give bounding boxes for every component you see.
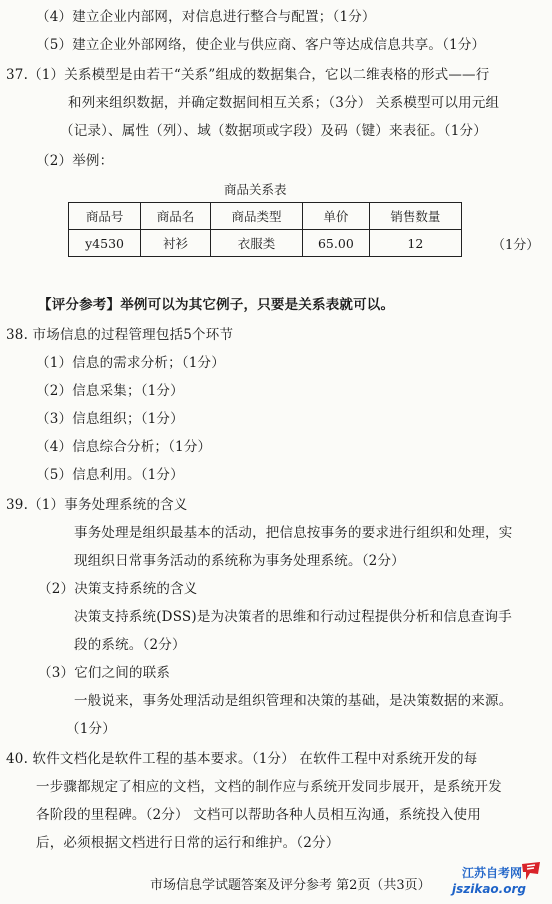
q39-part3-line2: （1分） <box>66 721 116 737</box>
q38-item-5: （5）信息利用。（1分） <box>36 467 184 483</box>
cell-unit-price: 65.00 <box>303 230 370 257</box>
q39-part3-heading: （3）它们之间的联系 <box>38 665 171 681</box>
header-product-name: 商品名 <box>141 203 211 230</box>
q39-part1-line1: 事务处理是组织最基本的活动，把信息按事务的要求进行组织和处理，实 <box>74 525 513 541</box>
q37-part1-line3: （记录）、属性（列）、域（数据项或字段）及码（键）来表征。（1分） <box>60 123 487 139</box>
q39-part1-line2: 现组织日常事务活动的系统称为事务处理系统。（2分） <box>74 553 405 569</box>
q40-line2: 一步骤都规定了相应的文档，文档的制作应与系统开发同步展开，是系统开发 <box>36 779 502 795</box>
q39-part2-line1: 决策支持系统(DSS)是为决策者的思维和行动过程提供分析和信息查询手 <box>74 609 512 625</box>
q36-item-5: （5）建立企业外部网络，使企业与供应商、客户等达成信息共享。（1分） <box>36 37 486 53</box>
q37-part2-heading: （2）举例： <box>36 153 114 169</box>
q40-line3: 各阶段的里程碑。（2分） 文档可以帮助各种人员相互沟通，系统投入使用 <box>36 807 481 823</box>
q38-item-1: （1）信息的需求分析；（1分） <box>36 355 225 371</box>
q39-part2-line2: 段的系统。（2分） <box>74 637 186 653</box>
header-product-id: 商品号 <box>69 203 141 230</box>
watermark-site-name: 江苏自考网 <box>462 866 523 880</box>
watermark-url: jszikao.org <box>452 882 526 896</box>
header-product-type: 商品类型 <box>210 203 302 230</box>
scoring-note: 【评分参考】举例可以为其它例子，只要是关系表就可以。 <box>38 297 395 313</box>
table-caption: 商品关系表 <box>224 182 287 197</box>
q37-part1-line2: 和列来组织数据，并确定数据间相互关系；（3分） 关系模型可以用元组 <box>68 95 500 111</box>
header-sales-qty: 销售数量 <box>369 203 461 230</box>
table-header-row <box>69 203 462 230</box>
q38-item-4: （4）信息综合分析；（1分） <box>36 439 212 455</box>
q38-item-3: （3）信息组织；（1分） <box>36 411 184 427</box>
page-footer: 市场信息学试题答案及评分参考 第2页（共3页） <box>150 878 431 893</box>
q36-item-4: （4）建立企业内部网，对信息进行整合与配置；（1分） <box>36 9 376 25</box>
q37-part1-line1: 37.（1）关系模型是由若干“关系”组成的数据集合，它以二维表格的形式——行 <box>6 67 490 83</box>
product-relation-table <box>68 202 462 257</box>
q38-item-2: （2）信息采集；（1分） <box>36 383 184 399</box>
cell-product-type: 衣服类 <box>210 230 302 257</box>
cell-sales-qty: 12 <box>369 230 461 257</box>
site-watermark <box>438 862 550 902</box>
q40-line1: 40. 软件文档化是软件工程的基本要求。（1分） 在软件工程中对系统开发的每 <box>6 751 478 767</box>
table-row <box>69 230 462 257</box>
header-unit-price: 单价 <box>303 203 370 230</box>
q40-line4: 后，必须根据文档进行日常的运行和维护。（2分） <box>36 835 340 851</box>
q39-part2-heading: （2）决策支持系统的含义 <box>38 581 198 597</box>
cell-product-name: 衬衫 <box>141 230 211 257</box>
q39-part3-line1: 一般说来，事务处理活动是组织管理和决策的基础，是决策数据的来源。 <box>74 693 513 709</box>
watermark-logo-icon <box>520 860 544 882</box>
cell-product-id: y4530 <box>69 230 141 257</box>
q38-heading: 38. 市场信息的过程管理包括5个环节 <box>6 327 234 343</box>
q39-part1-heading: 39.（1）事务处理系统的含义 <box>6 497 188 513</box>
table-score: （1分） <box>492 238 540 253</box>
